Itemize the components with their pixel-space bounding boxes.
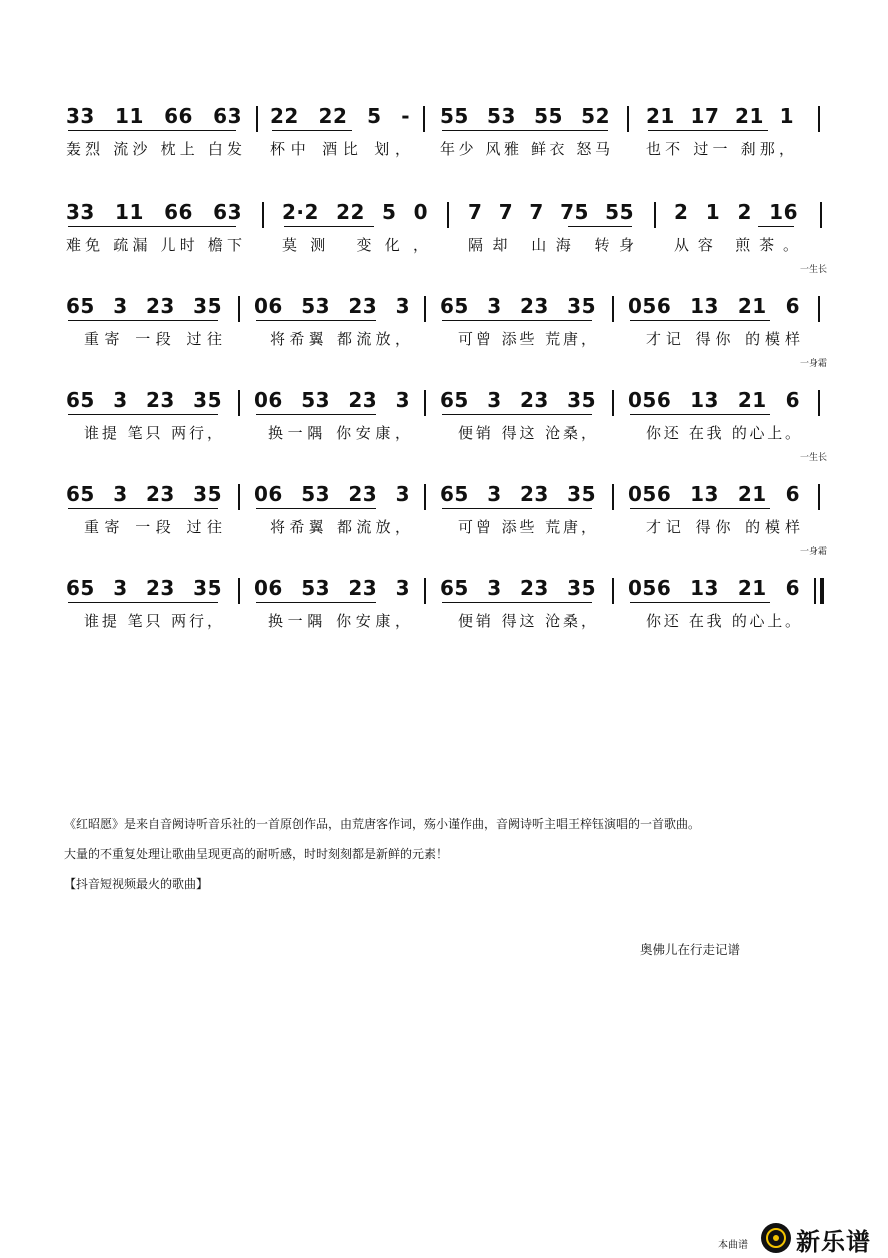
barline (818, 106, 820, 132)
measure (674, 200, 798, 270)
measure (282, 200, 428, 270)
measure (66, 294, 222, 364)
lyrics: 换一隅 你安康， (268, 424, 410, 442)
lyrics: 难免 疏漏 儿时 檐下 (66, 236, 242, 254)
credits-line-3: 【抖音短视频最火的歌曲】 (64, 877, 209, 891)
measure (440, 482, 596, 552)
final-barline-thick (820, 578, 824, 604)
notes: 65 3 23 35 (66, 388, 222, 412)
barline (424, 484, 426, 510)
notes: 65 3 23 35 (440, 388, 596, 412)
notes: 056 13 21 6 (628, 482, 800, 506)
notes: 21 17 21 1 (646, 104, 794, 128)
notes: 056 13 21 6 (628, 388, 800, 412)
measure (66, 200, 242, 270)
transcriber-credit: 奥佛儿在行走记谱 (640, 942, 741, 957)
barline (238, 484, 240, 510)
notes: 33 11 66 63 (66, 104, 242, 128)
barline (238, 390, 240, 416)
barline (238, 578, 240, 604)
barline (612, 578, 614, 604)
lyrics: 轰烈 流沙 枕上 白发 (66, 140, 242, 158)
notes: 55 53 55 52 (440, 104, 610, 128)
lyrics: 便销 得这 沧桑， (458, 612, 596, 630)
measure (440, 388, 596, 458)
final-barline (814, 578, 816, 604)
notes: 056 13 21 6 (628, 294, 800, 318)
measure (66, 104, 242, 174)
measure (254, 482, 410, 552)
score-system-6 (0, 547, 888, 656)
annotation: 一身霜 (800, 359, 828, 369)
lyrics: 谁提 笔只 两行， (84, 612, 222, 630)
barline (820, 202, 822, 228)
lyrics: 杯中 酒比 划， (270, 140, 410, 158)
lyrics: 将希翼 都流放， (270, 518, 410, 536)
barline (612, 296, 614, 322)
barline (654, 202, 656, 228)
score-system-1 (0, 104, 888, 184)
lyrics: 你还 在我 的心上。 (646, 424, 800, 442)
notes: 06 53 23 3 (254, 388, 410, 412)
annotation: 一生长 (800, 453, 828, 463)
notes: 22 22 5 - (270, 104, 410, 128)
lyrics: 从容 煎茶。 (674, 236, 798, 254)
barline (627, 106, 629, 132)
measure (440, 104, 610, 174)
lyrics: 重寄 一段 过往 (84, 330, 222, 348)
lyrics: 谁提 笔只 两行， (84, 424, 222, 442)
notes: 056 13 21 6 (628, 576, 800, 600)
measure (66, 482, 222, 552)
measure (628, 576, 800, 646)
barline (424, 296, 426, 322)
lyrics: 年少 风雅 鲜衣 怒马 (440, 140, 610, 158)
notes: 33 11 66 63 (66, 200, 242, 224)
notes: 06 53 23 3 (254, 482, 410, 506)
lyrics: 才记 得你 的模样 (646, 330, 800, 348)
lyrics: 隔却 山海 转身 (468, 236, 634, 254)
barline (238, 296, 240, 322)
measure (254, 294, 410, 364)
lyrics: 你还 在我 的心上。 (646, 612, 800, 630)
measure (646, 104, 794, 174)
lyrics: 也不 过一 刹那， (646, 140, 794, 158)
notes: 65 3 23 35 (440, 294, 596, 318)
barline (818, 296, 820, 322)
notes: 06 53 23 3 (254, 294, 410, 318)
measure (270, 104, 410, 174)
measure (66, 576, 222, 646)
measure (66, 388, 222, 458)
measure (628, 294, 800, 364)
barline (424, 578, 426, 604)
score-system-4 (0, 359, 888, 468)
lyrics: 便销 得这 沧桑， (458, 424, 596, 442)
notes: 2·2 22 5 0 (282, 200, 428, 224)
lyrics: 莫测 变化， (282, 236, 428, 254)
notes: 7 7 7 75 55 (468, 200, 634, 224)
barline (256, 106, 258, 132)
notes: 65 3 23 35 (440, 576, 596, 600)
barline (612, 390, 614, 416)
notes: 65 3 23 35 (66, 294, 222, 318)
notes: 65 3 23 35 (66, 482, 222, 506)
barline (818, 390, 820, 416)
notes: 2 1 2 16 (674, 200, 798, 224)
credits-line-2: 大量的不重复处理让歌曲呈现更高的耐听感，时时刻刻都是新鲜的元素！ (64, 847, 449, 861)
measure (254, 576, 410, 646)
annotation: 一生长 (800, 265, 828, 275)
lyrics: 换一隅 你安康， (268, 612, 410, 630)
barline (423, 106, 425, 132)
vinyl-record-icon (760, 1222, 792, 1258)
measure (628, 388, 800, 458)
annotation: 一身霜 (800, 547, 828, 557)
lyrics: 重寄 一段 过往 (84, 518, 222, 536)
barline (612, 484, 614, 510)
score-system-2 (0, 200, 888, 280)
measure (254, 388, 410, 458)
barline (424, 390, 426, 416)
notes: 06 53 23 3 (254, 576, 410, 600)
measure (440, 294, 596, 364)
score-system-5 (0, 453, 888, 562)
measure (440, 576, 596, 646)
barline (447, 202, 449, 228)
measure (468, 200, 634, 270)
lyrics: 可曾 添些 荒唐， (458, 518, 596, 536)
notes: 65 3 23 35 (66, 576, 222, 600)
notes: 65 3 23 35 (440, 482, 596, 506)
lyrics: 可曾 添些 荒唐， (458, 330, 596, 348)
footer-label: 本曲谱 (718, 1240, 748, 1251)
credits-line-1: 《红昭愿》是来自音阙诗听音乐社的一首原创作品，由荒唐客作词，殇小谨作曲，音阙诗听主唱王梓钰演唱的一首歌曲。 (64, 817, 701, 831)
score-system-3 (0, 265, 888, 374)
barline (818, 484, 820, 510)
measure (628, 482, 800, 552)
lyrics: 才记 得你 的模样 (646, 518, 800, 536)
lyrics: 将希翼 都流放， (270, 330, 410, 348)
barline (262, 202, 264, 228)
brand-logo[interactable]: 新乐谱 (796, 1228, 871, 1256)
